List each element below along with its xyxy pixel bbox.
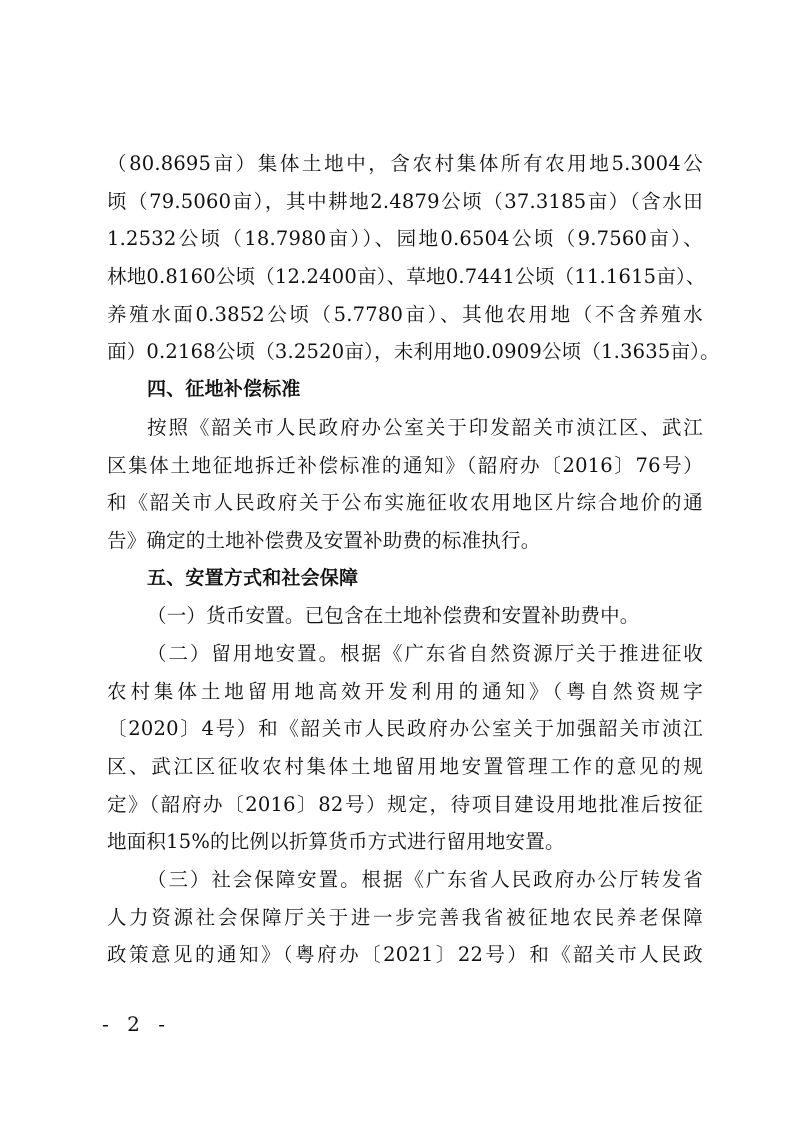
body-line: 区集体土地征地拆迁补偿标准的通知》（韶府办〔2016〕76号）: [107, 453, 703, 477]
body-line: 林地0.8160公顷（12.2400亩）、草地0.7441公顷（11.1615亩）、: [107, 265, 706, 289]
body-line: 区、武江区征收农村集体土地留用地安置管理工作的意见的规: [107, 755, 703, 778]
paragraph-first-line: （二）留用地安置。根据《广东省自然资源厅关于推进征收: [147, 641, 703, 665]
paragraph-first-line: （一）货币安置。已包含在土地补偿费和安置补助费中。: [147, 604, 640, 628]
body-line: （80.8695亩）集体土地中，含农村集体所有农用地5.3004公: [107, 152, 703, 175]
body-line: 养殖水面0.3852公顷（5.7780亩）、其他农用地（不含养殖水: [107, 302, 703, 326]
body-line: 〔2020〕4号）和《韶关市人民政府办公室关于加强韶关市浈江: [107, 717, 703, 741]
body-line: 定》（韶府办〔2016〕82号）规定，待项目建设用地批准后按征: [107, 792, 703, 816]
section-heading: 四、征地补偿标准: [147, 378, 301, 401]
paragraph-first-line: （三）社会保障安置。根据《广东省人民政府办公厅转发省: [147, 868, 703, 892]
body-line: 农村集体土地留用地高效开发利用的通知》（粤自然资规字: [107, 679, 703, 703]
body-line: 地面积15%的比例以折算货币方式进行留用地安置。: [107, 830, 565, 854]
paragraph-first-line: 按照《韶关市人民政府办公室关于印发韶关市浈江区、武江: [147, 415, 703, 439]
body-line: 顷（79.5060亩），其中耕地2.4879公顷（37.3185亩）（含水田: [107, 189, 703, 213]
body-line: 1.2532公顷（18.7980亩））、园地0.6504公顷（9.7560亩）、: [107, 227, 703, 251]
section-heading: 五、安置方式和社会保障: [147, 566, 359, 589]
body-line: 人力资源社会保障厅关于进一步完善我省被征地农民养老保障: [107, 905, 703, 929]
body-line: 和《韶关市人民政府关于公布实施征收农用地区片综合地价的通: [107, 491, 703, 515]
page-number: - 2 -: [102, 1012, 171, 1036]
body-line: 政策意见的通知》（粤府办〔2021〕22号）和《韶关市人民政: [107, 943, 703, 967]
document-body: [107, 145, 720, 974]
body-line: 面）0.2168公顷（3.2520亩），未利用地0.0909公顷（1.3635亩）。: [107, 340, 720, 364]
body-line: 告》确定的土地补偿费及安置补助费的标准执行。: [107, 528, 541, 552]
